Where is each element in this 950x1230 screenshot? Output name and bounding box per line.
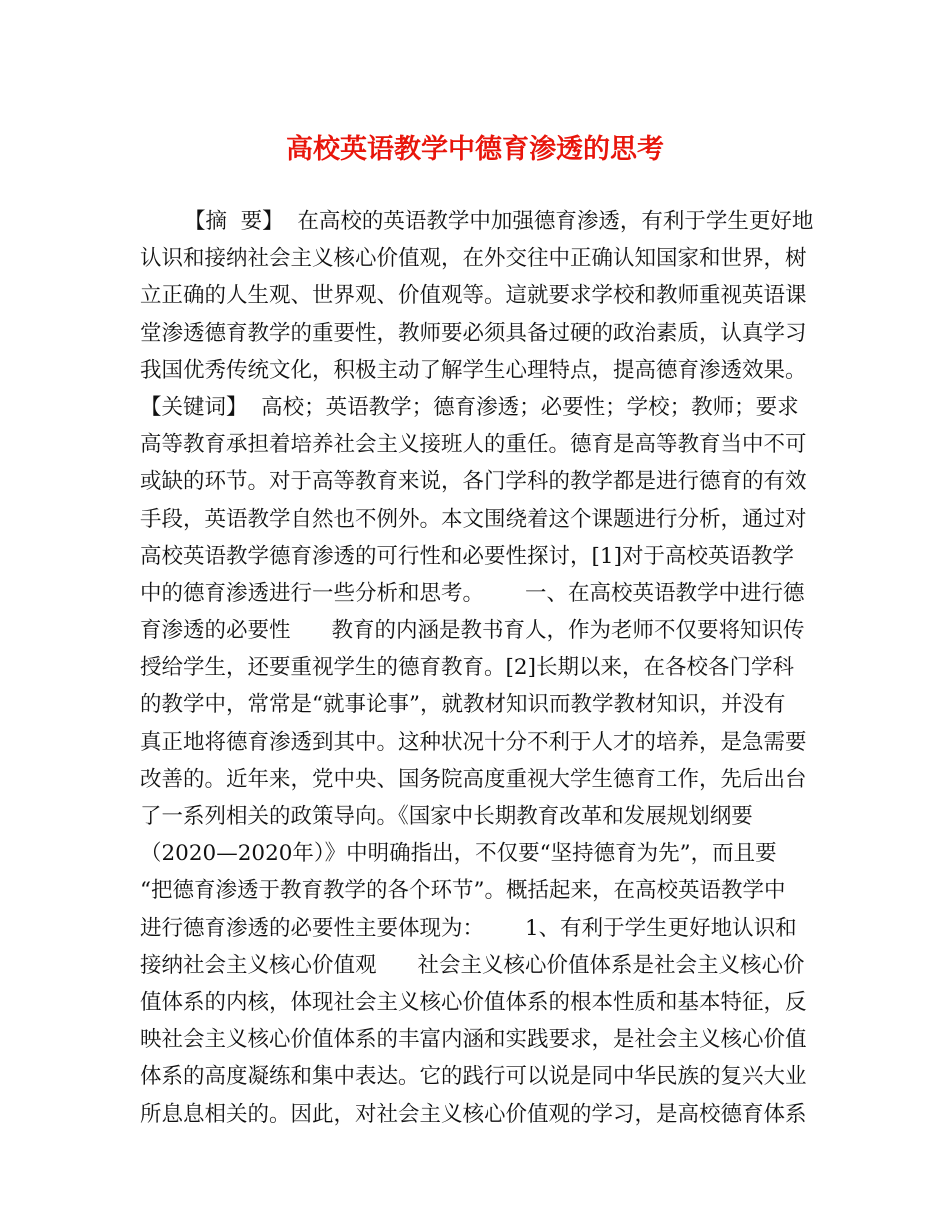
document-body [140, 203, 812, 1133]
body-line: 进行德育渗透的必要性主要体现为： 1、有利于学生更好地认识和 [140, 915, 797, 941]
body-line: 堂渗透德育教学的重要性，教师要必须具备过硬的政治素质，认真学习 [140, 320, 807, 346]
body-line: 中的德育渗透进行一些分析和思考。 一、在高校英语教学中进行德 [140, 580, 805, 606]
body-line: （2020—2020年）》中明确指出，不仅要“坚持德育为先”，而且要 [140, 841, 777, 867]
body-line: 改善的。近年来，党中央、国务院高度重视大学生德育工作，先后出台 [140, 766, 807, 792]
abstract-line: 【摘 要】 在高校的英语教学中加强德育渗透，有利于学生更好地 [184, 209, 814, 234]
body-line: 值体系的内核，体现社会主义核心价值体系的根本性质和基本特征，反 [140, 989, 807, 1015]
body-line: 认识和接纳社会主义核心价值观，在外交往中正确认知国家和世界，树 [140, 246, 807, 272]
body-line: 映社会主义核心价值体系的丰富内涵和实践要求，是社会主义核心价值 [140, 1027, 807, 1053]
body-line: “把德育渗透于教育教学的各个环节”。概括起来，在高校英语教学中 [140, 878, 786, 904]
body-line: 手段，英语教学自然也不例外。本文围绕着这个课题进行分析，通过对 [140, 506, 807, 532]
body-line: 的教学中，常常是“就事论事”，就教材知识而教学教材知识，并没有 [140, 692, 786, 718]
body-line: 真正地将德育渗透到其中。这种状况十分不利于人才的培养，是急需要 [140, 729, 807, 755]
body-line: 我国优秀传统文化，积极主动了解学生心理特点，提高德育渗透效果。 [140, 357, 807, 383]
body-line: 育渗透的必要性 教育的内涵是教书育人，作为老师不仅要将知识传 [140, 618, 805, 644]
body-line: 接纳社会主义核心价值观 社会主义核心价值体系是社会主义核心价 [140, 952, 805, 978]
body-line: 所息息相关的。因此，对社会主义核心价值观的学习，是高校德育体系 [140, 1101, 807, 1127]
body-line: 体系的高度凝练和集中表达。它的践行可以说是同中华民族的复兴大业 [140, 1064, 807, 1090]
keywords-line: 【关键词】 高校；英语教学；德育渗透；必要性；学校；教师；要求 [140, 394, 799, 420]
body-line: 授给学生，还要重视学生的德育教育。[2]长期以来，在各校各门学科 [140, 655, 794, 681]
body-line: 或缺的环节。对于高等教育来说，各门学科的教学都是进行德育的有效 [140, 469, 807, 495]
document-title: 高校英语教学中德育渗透的思考 [286, 134, 664, 165]
body-line: 立正确的人生观、世界观、价值观等。這就要求学校和教师重视英语课 [140, 283, 807, 309]
body-line: 了一系列相关的政策导向。《国家中长期教育改革和发展规划纲要 [140, 804, 753, 829]
body-line: 高校英语教学德育渗透的可行性和必要性探讨，[1]对于高校英语教学 [140, 543, 794, 569]
body-line: 高等教育承担着培养社会主义接班人的重任。德育是高等教育当中不可 [140, 432, 807, 458]
